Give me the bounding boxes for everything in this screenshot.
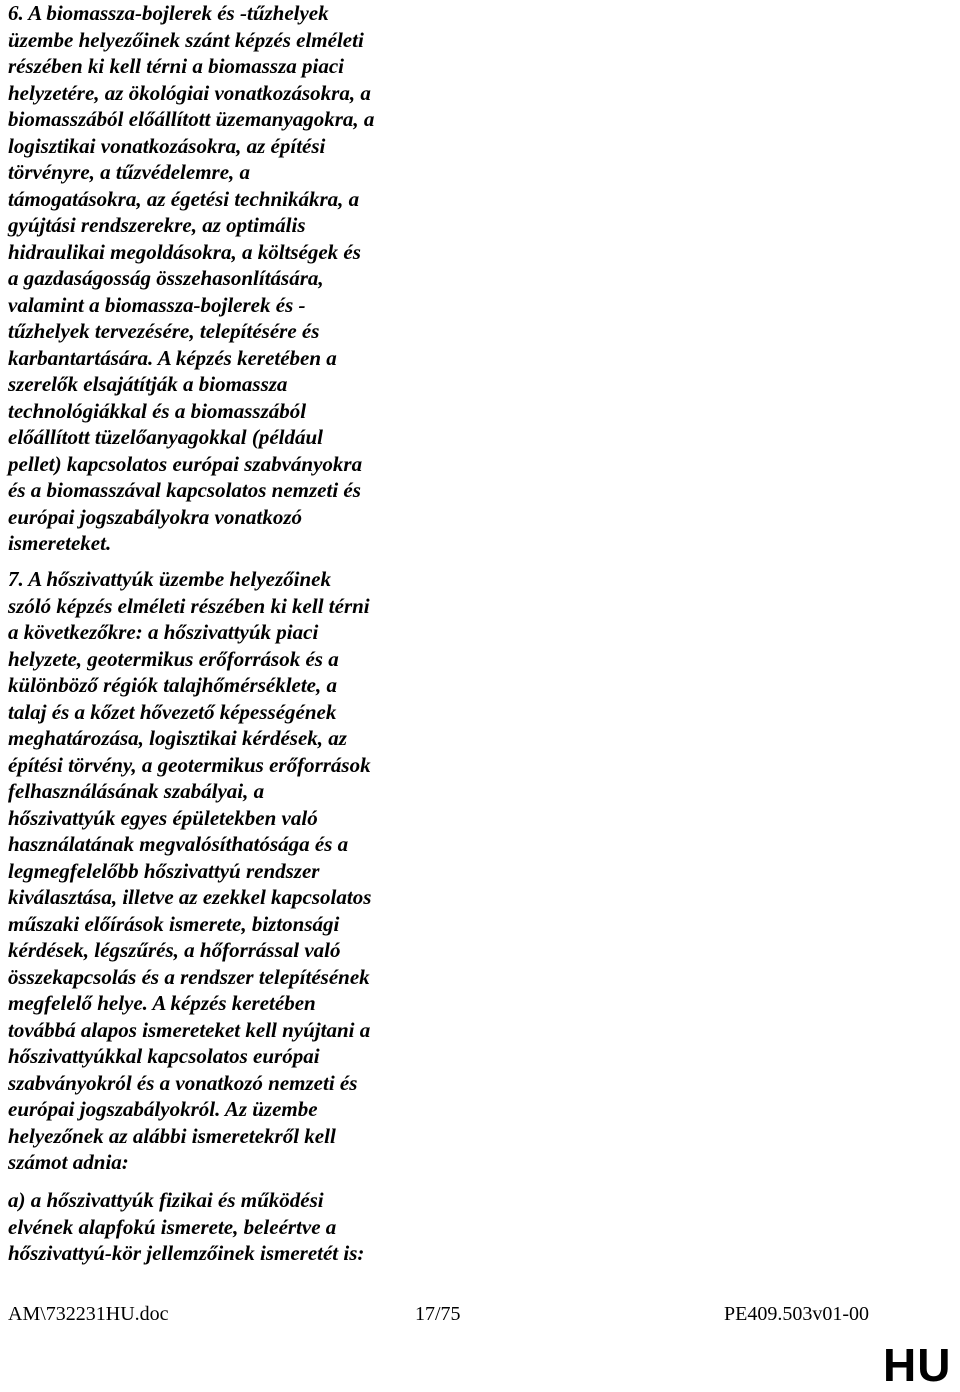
text-line: kérdések, légszűrés, a hőforrással való (8, 938, 341, 962)
text-line: helyzetére, az ökológiai vonatkozásokra, a (8, 81, 371, 105)
text-line: törvényre, a tűzvédelemre, a (8, 160, 251, 184)
text-line: részében ki kell térni a biomassza piaci (8, 54, 344, 78)
text-line: előállított tüzelőanyagokkal (például (8, 425, 323, 449)
text-line: valamint a biomassza-bojlerek és - (8, 293, 306, 317)
text-line: hidraulikai megoldásokra, a költségek és (8, 240, 361, 264)
text-line: talaj és a kőzet hővezető képességének (8, 700, 337, 724)
text-line: üzembe helyezőinek szánt képzés elméleti (8, 28, 364, 52)
text-line: biomasszából előállított üzemanyagokra, a (8, 107, 375, 131)
text-line: helyzete, geotermikus erőforrások és a (8, 647, 339, 671)
text-line: 7. A hőszivattyúk üzembe helyezőinek (8, 567, 331, 591)
text-line: építési törvény, a geotermikus erőforrások (8, 753, 371, 777)
text-line: helyezőnek az alábbi ismeretekről kell (8, 1124, 336, 1148)
text-line: szóló képzés elméleti részében ki kell térni (8, 594, 370, 618)
text-line: és a biomasszával kapcsolatos nemzeti és (8, 478, 361, 502)
language-code: HU (883, 1339, 952, 1391)
text-line: különböző régiók talajhőmérséklete, a (8, 673, 338, 697)
text-line: összekapcsolás és a rendszer telepítésének (8, 965, 370, 989)
text-line: 6. A biomassza-bojlerek és -tűzhelyek (8, 1, 329, 25)
text-line: a) a hőszivattyúk fizikai és működési (8, 1188, 324, 1212)
text-line: tűzhelyek tervezésére, telepítésére és (8, 319, 320, 343)
text-line: karbantartására. A képzés keretében a (8, 346, 337, 370)
text-line: európai jogszabályokról. Az üzembe (8, 1097, 318, 1121)
text-line: szabványokról és a vonatkozó nemzeti és (8, 1071, 358, 1095)
text-line: továbbá alapos ismereteket kell nyújtani a (8, 1018, 371, 1042)
text-line: európai jogszabályokra vonatkozó (8, 505, 303, 529)
text-line: kiválasztása, illetve az ezekkel kapcsolatos (8, 885, 372, 909)
text-line: ismereteket. (8, 531, 112, 555)
text-line: szerelők elsajátítják a biomassza (8, 372, 288, 396)
text-line: megfelelő helye. A képzés keretében (8, 991, 316, 1015)
text-line: logisztikai vonatkozásokra, az építési (8, 134, 326, 158)
text-line: számot adnia: (8, 1150, 129, 1174)
pe-reference: PE409.503v01-00 (724, 1303, 869, 1325)
text-line: a gazdaságosság összehasonlítására, (8, 266, 324, 290)
text-line: elvének alapfokú ismerete, beleértve a (8, 1215, 337, 1239)
text-line: hőszivattyúkkal kapcsolatos európai (8, 1044, 320, 1068)
text-line: pellet) kapcsolatos európai szabványokra (8, 452, 363, 476)
text-line: használatának megvalósíthatósága és a (8, 832, 349, 856)
text-line: támogatásokra, az égetési technikákra, a (8, 187, 360, 211)
text-line: műszaki előírások ismerete, biztonsági (8, 912, 340, 936)
text-line: gyújtási rendszerekre, az optimális (8, 213, 306, 237)
text-line: hőszivattyú-kör jellemzőinek ismeretét is: (8, 1241, 365, 1265)
doc-reference: AM\732231HU.doc (8, 1303, 169, 1325)
text-line: a következőkre: a hőszivattyúk piaci (8, 620, 319, 644)
text-line: meghatározása, logisztikai kérdések, az (8, 726, 347, 750)
text-line: technológiákkal és a biomasszából (8, 399, 307, 423)
text-line: legmegfelelőbb hőszivattyú rendszer (8, 859, 320, 883)
text-line: felhasználásának szabályai, a (8, 779, 265, 803)
text-line: hőszivattyúk egyes épületekben való (8, 806, 318, 830)
page-number: 17/75 (415, 1303, 461, 1325)
